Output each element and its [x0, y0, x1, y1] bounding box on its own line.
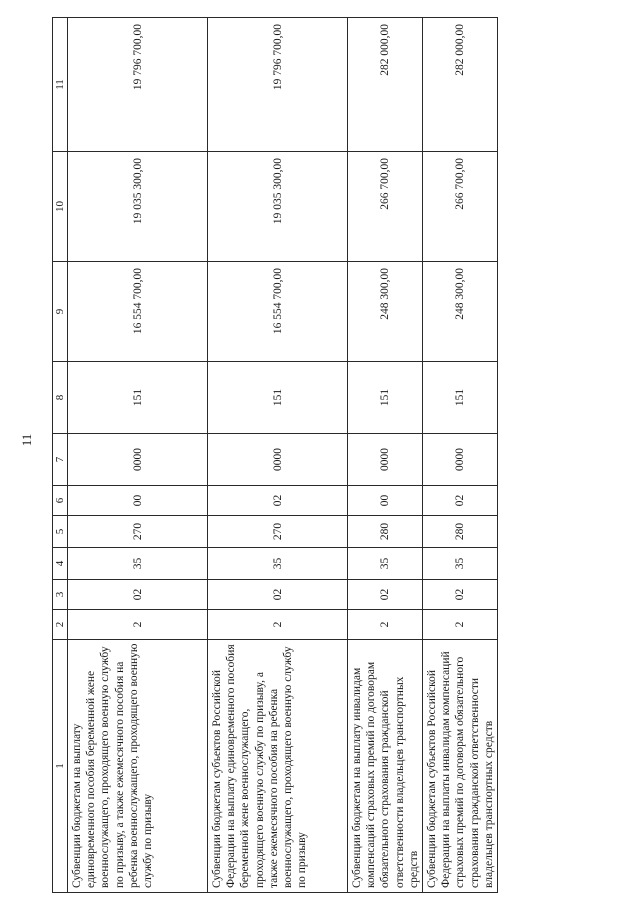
- table-cell: 35: [68, 548, 208, 580]
- column-header: 11: [53, 18, 68, 152]
- column-header: 5: [53, 516, 68, 548]
- amount-cell: 19 796 700,00: [208, 18, 348, 152]
- amount-cell: 282 000,00: [423, 18, 498, 152]
- table-cell: 2: [68, 610, 208, 640]
- budget-table: [52, 17, 498, 893]
- table-cell: 0000: [348, 434, 423, 486]
- column-header: 2: [53, 610, 68, 640]
- table-row: [68, 18, 208, 893]
- table-cell: 00: [68, 486, 208, 516]
- table-cell: 35: [208, 548, 348, 580]
- table-cell: 02: [68, 580, 208, 610]
- table-cell: 0000: [208, 434, 348, 486]
- amount-cell: 248 300,00: [423, 262, 498, 362]
- table-cell: 02: [208, 486, 348, 516]
- table-cell: 280: [423, 516, 498, 548]
- amount-cell: 282 000,00: [348, 18, 423, 152]
- column-header: 1: [53, 640, 68, 893]
- table-cell: 0000: [68, 434, 208, 486]
- column-header: 9: [53, 262, 68, 362]
- table-cell: 151: [423, 362, 498, 434]
- column-header: 10: [53, 152, 68, 262]
- row-name-cell: Субвенции бюджетам на выплату инвалидам компенсаций страховых премий по договорам обязательного страхования гражданской ответственности владельцев транспортных средств: [348, 640, 423, 893]
- column-header: 7: [53, 434, 68, 486]
- table-cell: 2: [348, 610, 423, 640]
- row-name-cell: Субвенции бюджетам на выплату единовременного пособия беременной жене военнослужащего, проходящего военную службу по призыву, а также ежемесячного пособия на ребенка военнослужащего, проходящего военную службу по призыву: [68, 640, 208, 893]
- table-cell: 35: [348, 548, 423, 580]
- amount-cell: 266 700,00: [423, 152, 498, 262]
- header-row: [53, 18, 68, 893]
- table-cell: 151: [348, 362, 423, 434]
- column-header: 8: [53, 362, 68, 434]
- table-row: [348, 18, 423, 893]
- table-cell: 02: [423, 486, 498, 516]
- table-row: [423, 18, 498, 893]
- amount-cell: 19 796 700,00: [68, 18, 208, 152]
- row-name-cell: Субвенции бюджетам субъектов Российской Федерации на выплату единовременного пособия беременной жене военнослужащего, проходящего военную службу по призыву, а также ежемесячного пособия на ребенка военнослужащего, проходящего военную службу по призыву: [208, 640, 348, 893]
- table-cell: 02: [208, 580, 348, 610]
- table-cell: 0000: [423, 434, 498, 486]
- table-cell: 2: [208, 610, 348, 640]
- rotated-table-container: [52, 18, 495, 893]
- table-cell: 151: [208, 362, 348, 434]
- amount-cell: 16 554 700,00: [208, 262, 348, 362]
- amount-cell: 248 300,00: [348, 262, 423, 362]
- table-cell: 151: [68, 362, 208, 434]
- table-cell: 270: [208, 516, 348, 548]
- table-cell: 35: [423, 548, 498, 580]
- table-cell: 02: [348, 580, 423, 610]
- table-cell: 280: [348, 516, 423, 548]
- table-cell: 00: [348, 486, 423, 516]
- page-number: 11: [19, 433, 34, 447]
- column-header: 3: [53, 580, 68, 610]
- amount-cell: 266 700,00: [348, 152, 423, 262]
- amount-cell: 19 035 300,00: [208, 152, 348, 262]
- column-header: 4: [53, 548, 68, 580]
- column-header: 6: [53, 486, 68, 516]
- row-name-cell: Субвенции бюджетам субъектов Российской Федерации на выплаты инвалидам компенсаций страховых премий по договорам обязательного страхования гражданской ответственности владельцев транспортных средств: [423, 640, 498, 893]
- amount-cell: 16 554 700,00: [68, 262, 208, 362]
- amount-cell: 19 035 300,00: [68, 152, 208, 262]
- table-cell: 2: [423, 610, 498, 640]
- table-cell: 02: [423, 580, 498, 610]
- table-cell: 270: [68, 516, 208, 548]
- table-row: [208, 18, 348, 893]
